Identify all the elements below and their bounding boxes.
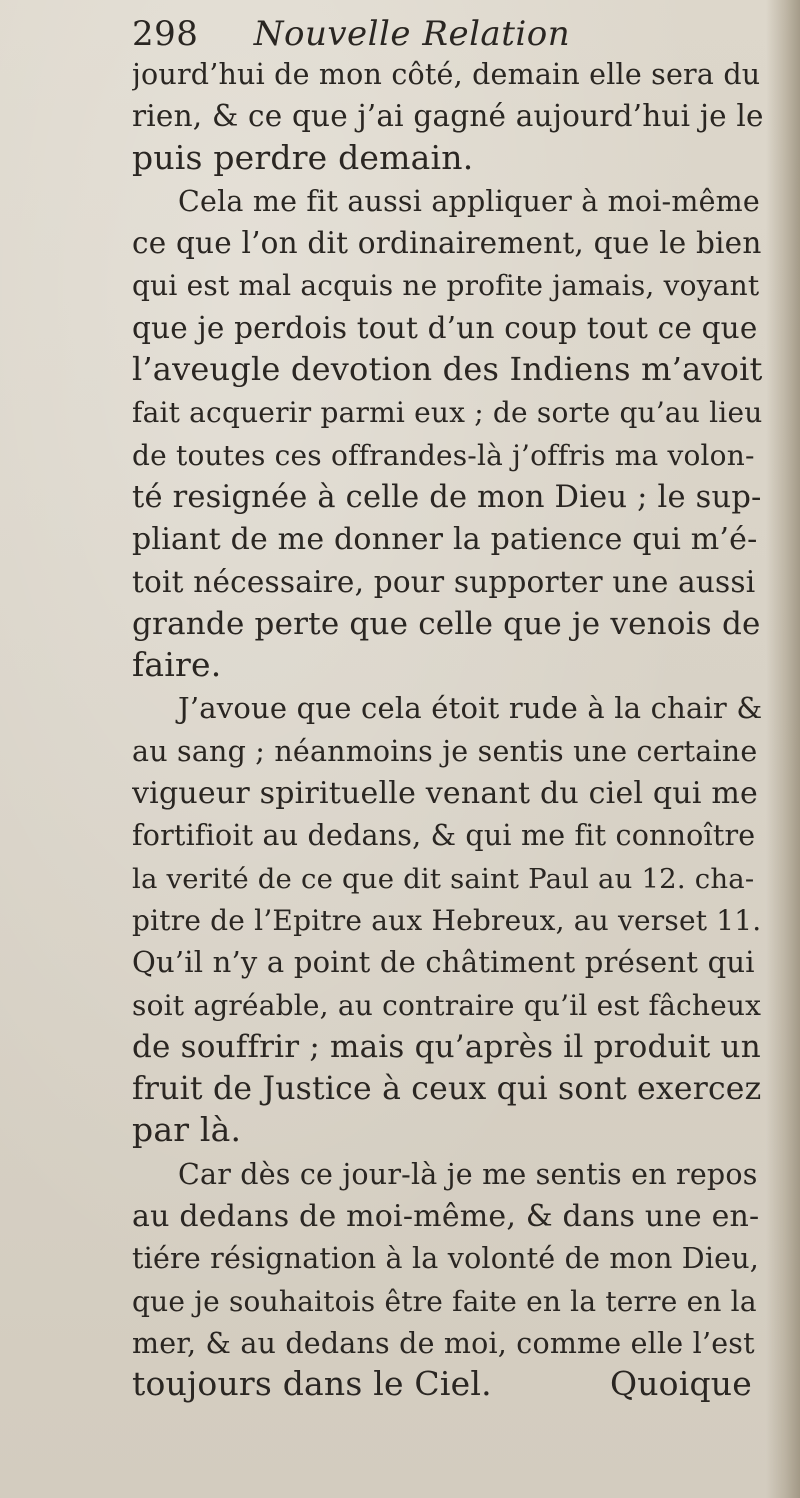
text-line bbox=[132, 686, 772, 728]
text-line bbox=[132, 644, 772, 686]
text-line bbox=[132, 94, 772, 136]
text-line bbox=[132, 52, 772, 94]
text-line bbox=[132, 348, 772, 390]
text-line bbox=[132, 1321, 772, 1363]
text-line bbox=[132, 771, 772, 813]
text-line-content: qui est mal acquis ne profite jamais, voyant bbox=[132, 269, 760, 303]
text-line-content: té resignée à celle de mon Dieu ; le sup- bbox=[132, 479, 762, 515]
text-line bbox=[132, 1025, 772, 1067]
text-line-content: puis perdre demain. bbox=[132, 137, 474, 177]
text-line bbox=[132, 306, 772, 348]
text-line-content: fortifioit au dedans, & qui me fit connoître bbox=[132, 819, 756, 853]
text-line-content: rien, & ce que j’ai gagné aujourd’hui je le bbox=[132, 99, 764, 134]
running-title: Nouvelle Relation bbox=[253, 14, 571, 54]
text-line-content: grande perte que celle que je venois de bbox=[132, 605, 761, 642]
text-line bbox=[132, 1067, 772, 1109]
text-line-content: toit nécessaire, pour supporter une aussi bbox=[132, 564, 756, 599]
text-line-content: au sang ; néanmoins je sentis une certaine bbox=[132, 734, 758, 768]
text-line bbox=[132, 433, 772, 475]
text-line-content: J’avoue que cela étoit rude à la chair & bbox=[178, 691, 763, 726]
text-line bbox=[132, 560, 772, 602]
text-line bbox=[132, 517, 772, 559]
text-line-content: Cela me fit aussi appliquer à moi-même bbox=[178, 184, 760, 218]
text-line-content: ce que l’on dit ordinairement, que le bien bbox=[132, 226, 762, 261]
text-line-content: que je souhaitois être faite en la terre en la bbox=[132, 1284, 757, 1318]
text-line bbox=[132, 221, 772, 263]
text-line-content: au dedans de moi-même, & dans une en- bbox=[132, 1199, 760, 1235]
text-line-content: vigueur spirituelle venant du ciel qui me bbox=[132, 776, 758, 812]
text-line bbox=[132, 475, 772, 517]
text-line bbox=[132, 1194, 772, 1236]
text-line bbox=[132, 898, 772, 940]
text-line-content: Car dès ce jour-là je me sentis en repos bbox=[178, 1157, 758, 1191]
page-number: 298 bbox=[132, 14, 199, 54]
text-line bbox=[132, 1363, 772, 1405]
text-line-content: mer, & au dedans de moi, comme elle l’est bbox=[132, 1326, 755, 1360]
text-line-content: tiére résignation à la volonté de mon Dieu, bbox=[132, 1242, 760, 1276]
text-line bbox=[132, 602, 772, 644]
text-line-content: l’aveugle devotion des Indiens m’avoit bbox=[132, 350, 763, 389]
text-line bbox=[132, 729, 772, 771]
text-line-content: soit agréable, au contraire qu’il est fâcheux bbox=[132, 988, 762, 1022]
text-line bbox=[132, 856, 772, 898]
text-line-content: pitre de l’Epitre aux Hebreux, au verset 11. bbox=[132, 903, 762, 937]
text-line bbox=[132, 179, 772, 221]
text-line-content: de souffrir ; mais qu’après il produit un bbox=[132, 1028, 761, 1065]
text-line-content: fruit de Justice à ceux qui sont exercez bbox=[132, 1071, 762, 1108]
text-line-content: que je perdois tout d’un coup tout ce que bbox=[132, 310, 758, 345]
text-line bbox=[132, 983, 772, 1025]
text-line bbox=[132, 1109, 772, 1151]
text-line-content: la verité de ce que dit saint Paul au 12. cha- bbox=[132, 862, 755, 895]
text-line bbox=[132, 813, 772, 855]
catchword: Quoique bbox=[609, 1364, 752, 1404]
text-line-content: jourd’hui de mon côté, demain elle sera du bbox=[132, 58, 761, 91]
text-line bbox=[132, 263, 772, 305]
text-line-content: fait acquerir parmi eux ; de sorte qu’au lieu bbox=[132, 396, 763, 430]
body-text bbox=[132, 52, 772, 1406]
text-line-content: de toutes ces offrandes-là j’offris ma volon- bbox=[132, 438, 755, 472]
text-line bbox=[132, 940, 772, 982]
text-line bbox=[132, 1236, 772, 1278]
text-line-content: Qu’il n’y a point de châtiment présent qui bbox=[132, 945, 755, 980]
text-line-content: par là. bbox=[132, 1110, 242, 1150]
text-line-content: pliant de me donner la patience qui m’é- bbox=[132, 522, 758, 558]
text-line-content: faire. bbox=[132, 645, 222, 685]
text-line-content: toujours dans le Ciel. bbox=[132, 1364, 492, 1404]
text-line bbox=[132, 137, 772, 179]
text-line bbox=[132, 1152, 772, 1194]
text-line bbox=[132, 390, 772, 432]
running-header bbox=[132, 14, 570, 54]
text-line bbox=[132, 1279, 772, 1321]
